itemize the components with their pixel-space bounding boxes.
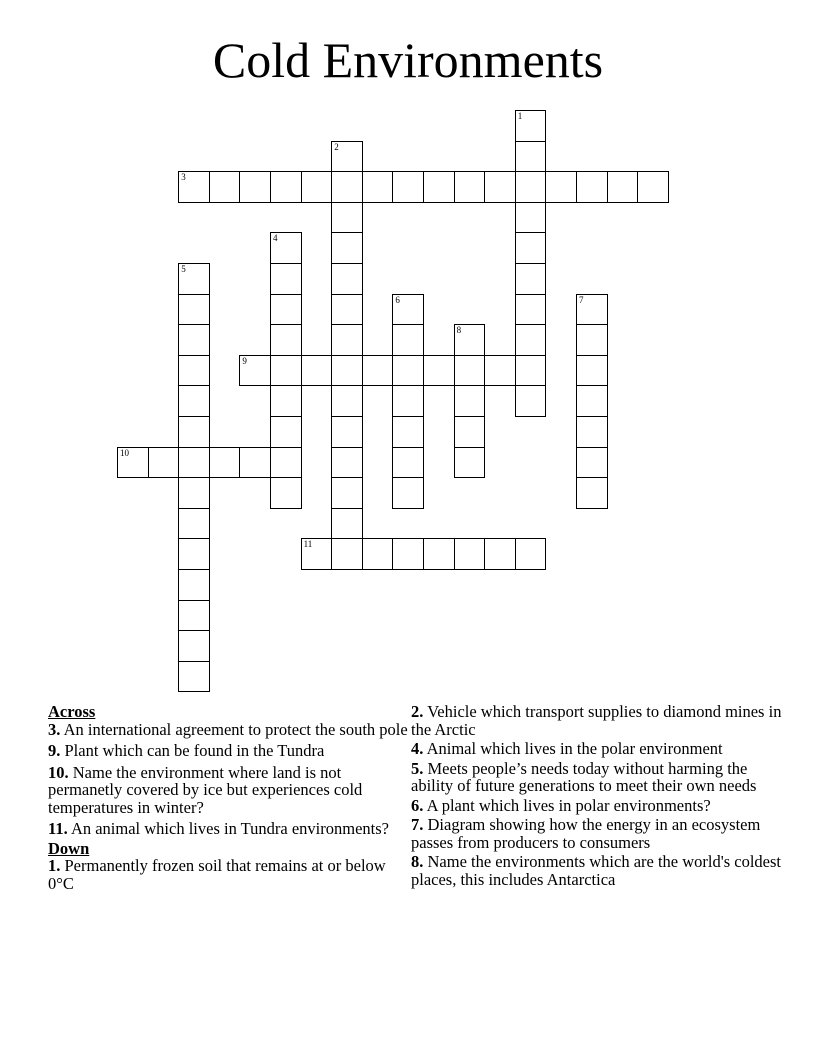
grid-cell[interactable] [331,324,363,356]
grid-cell[interactable] [270,232,302,264]
clue-text: Animal which lives in the polar environment [426,739,723,758]
grid-cell[interactable] [270,477,302,509]
grid-cell[interactable] [178,263,210,295]
grid-cell[interactable] [178,661,210,693]
clue-text: An animal which lives in Tundra environments? [70,819,389,838]
grid-cell[interactable] [423,355,455,387]
cell-number: 8 [456,325,462,336]
grid-cell[interactable] [270,294,302,326]
grid-cell[interactable] [178,416,210,448]
grid-cell[interactable] [576,355,608,387]
cell-number: 6 [395,294,400,305]
grid-cell[interactable] [270,355,302,387]
grid-cell[interactable] [637,171,669,203]
grid-cell[interactable] [392,385,424,417]
grid-cell[interactable] [331,477,363,509]
cell-number: 2 [334,141,339,152]
grid-cell[interactable] [362,355,394,387]
grid-cell[interactable] [178,508,210,540]
grid-cell[interactable] [209,171,241,203]
grid-cell[interactable] [454,447,486,479]
grid-cell[interactable] [576,416,608,448]
grid-cell[interactable] [178,324,210,356]
grid-cell[interactable] [178,477,210,509]
cell-number: 1 [517,111,523,121]
clue-down-4 [411,740,791,758]
grid-cell[interactable] [484,355,516,387]
grid-cell[interactable] [331,294,363,326]
grid-cell[interactable] [178,355,210,387]
grid-cell[interactable] [392,416,424,448]
clue-down-5 [411,760,791,795]
grid-cell[interactable] [515,232,547,264]
grid-cell[interactable] [484,171,516,203]
grid-cell[interactable] [239,447,271,479]
clue-text: A plant which lives in polar environments? [426,795,711,815]
grid-cell[interactable] [515,263,547,295]
grid-cell[interactable] [515,294,547,326]
grid-cell[interactable] [178,569,210,601]
grid-cell[interactable] [515,385,547,417]
clue-across-11 [48,820,408,838]
clue-number: 6. [411,795,424,815]
clue-number: 7. [411,815,424,834]
down-heading: Down [48,838,90,858]
grid-cell[interactable] [515,202,547,234]
grid-cell[interactable] [301,355,333,387]
grid-cell[interactable] [178,294,210,326]
clue-text: Name the environment where land is not permanetly covered by ice but experiences cold temperatures in winter? [48,762,363,817]
grid-cell[interactable] [331,447,363,479]
grid-cell[interactable] [362,538,394,570]
clue-text: An international agreement to protect the south pole [63,719,408,739]
grid-cell[interactable] [576,324,608,356]
page-title: Cold Environments [212,32,604,88]
grid-cell[interactable] [331,263,363,295]
grid-cell[interactable] [331,171,363,203]
grid-cell[interactable] [270,447,302,479]
grid-cell[interactable] [178,630,210,662]
grid-cell[interactable] [178,600,210,632]
grid-cell[interactable] [239,171,271,203]
grid-cell[interactable] [515,538,547,570]
grid-cell[interactable] [576,171,608,203]
grid-cell[interactable] [454,355,486,387]
cell-number: 9 [242,355,247,366]
clue-number: 8. [411,852,424,871]
grid-cell[interactable] [454,416,486,448]
grid-cell[interactable] [576,477,608,509]
grid-cell[interactable] [301,171,333,203]
clue-number: 10. [48,762,69,782]
clues-right-column [411,703,791,892]
grid-cell[interactable] [362,171,394,203]
clue-number: 9. [48,741,61,760]
grid-cell[interactable] [209,447,241,479]
grid-cell[interactable] [270,263,302,295]
clue-across-3 [48,721,408,739]
grid-cell[interactable] [331,385,363,417]
grid-cell[interactable] [392,171,424,203]
across-heading: Across [48,702,96,721]
grid-cell[interactable] [392,355,424,387]
clue-text: Plant which can be found in the Tundra [64,741,325,760]
grid-cell[interactable] [178,447,210,479]
clue-number: 4. [411,739,424,758]
grid-cell[interactable] [515,171,547,203]
cell-number: 3 [181,172,186,183]
clue-text: Permanently frozen soil that remains at or below 0°C [48,856,386,893]
clue-number: 3. [48,719,61,739]
grid-cell[interactable] [515,110,547,142]
grid-cell[interactable] [515,324,547,356]
grid-cell[interactable] [331,416,363,448]
grid-cell[interactable] [270,171,302,203]
grid-cell[interactable] [454,538,486,570]
grid-cell[interactable] [178,171,210,203]
grid-cell[interactable] [454,385,486,417]
grid-cell[interactable] [331,355,363,387]
grid-cell[interactable] [331,202,363,234]
cell-number: 10 [120,447,129,458]
grid-cell[interactable] [423,171,455,203]
grid-cell[interactable] [392,477,424,509]
grid-cell[interactable] [392,294,424,326]
grid-cell[interactable] [423,538,455,570]
grid-cell[interactable] [331,508,363,540]
grid-cell[interactable] [515,141,547,173]
clue-text: Meets people’s needs today without harming the ability of future generations to meet their own needs [411,758,757,795]
clue-text: Diagram showing how the energy in an ecosystem passes from producers to consumers [411,815,761,852]
grid-cell[interactable] [515,355,547,387]
grid-cell[interactable] [331,232,363,264]
grid-cell[interactable] [270,385,302,417]
clue-number: 1. [48,856,61,875]
clue-down-7 [411,816,791,851]
clue-across-10 [48,764,408,817]
grid-cell[interactable] [454,171,486,203]
clue-text: Name the environments which are the world's coldest places, this includes Antarctica [411,852,781,889]
cell-number: 11 [303,539,313,550]
clue-number: 11. [48,819,68,838]
clue-down-6 [411,797,791,815]
clue-down-8 [411,853,791,888]
grid-cell[interactable] [607,171,639,203]
grid-cell[interactable] [270,416,302,448]
cell-number: 4 [273,233,278,244]
clue-number: 5. [411,758,424,778]
cell-number: 7 [579,294,584,305]
grid-cell[interactable] [148,447,180,479]
grid-cell[interactable] [331,538,363,570]
grid-cell[interactable] [392,447,424,479]
clue-number: 2. [411,702,424,721]
clue-text: Vehicle which transport supplies to diamond mines in the Arctic [411,702,782,739]
clues-left-column [48,703,408,896]
grid-cell[interactable] [270,324,302,356]
grid-cell[interactable] [576,385,608,417]
grid-cell[interactable] [178,538,210,570]
cell-number: 5 [181,264,186,274]
clue-across-9 [48,742,408,760]
grid-cell[interactable] [392,538,424,570]
grid-cell[interactable] [301,538,333,570]
grid-cell[interactable] [576,447,608,479]
grid-cell[interactable] [392,324,424,356]
grid-cell[interactable] [545,171,577,203]
grid-cell[interactable] [576,294,608,326]
grid-cell[interactable] [178,385,210,417]
grid-cell[interactable] [239,355,271,387]
grid-cell[interactable] [454,324,486,356]
clue-down-2 [411,703,791,738]
grid-cell[interactable] [331,141,363,173]
grid-cell[interactable] [484,538,516,570]
clue-down-1 [48,857,408,892]
grid-cell[interactable] [117,447,149,479]
